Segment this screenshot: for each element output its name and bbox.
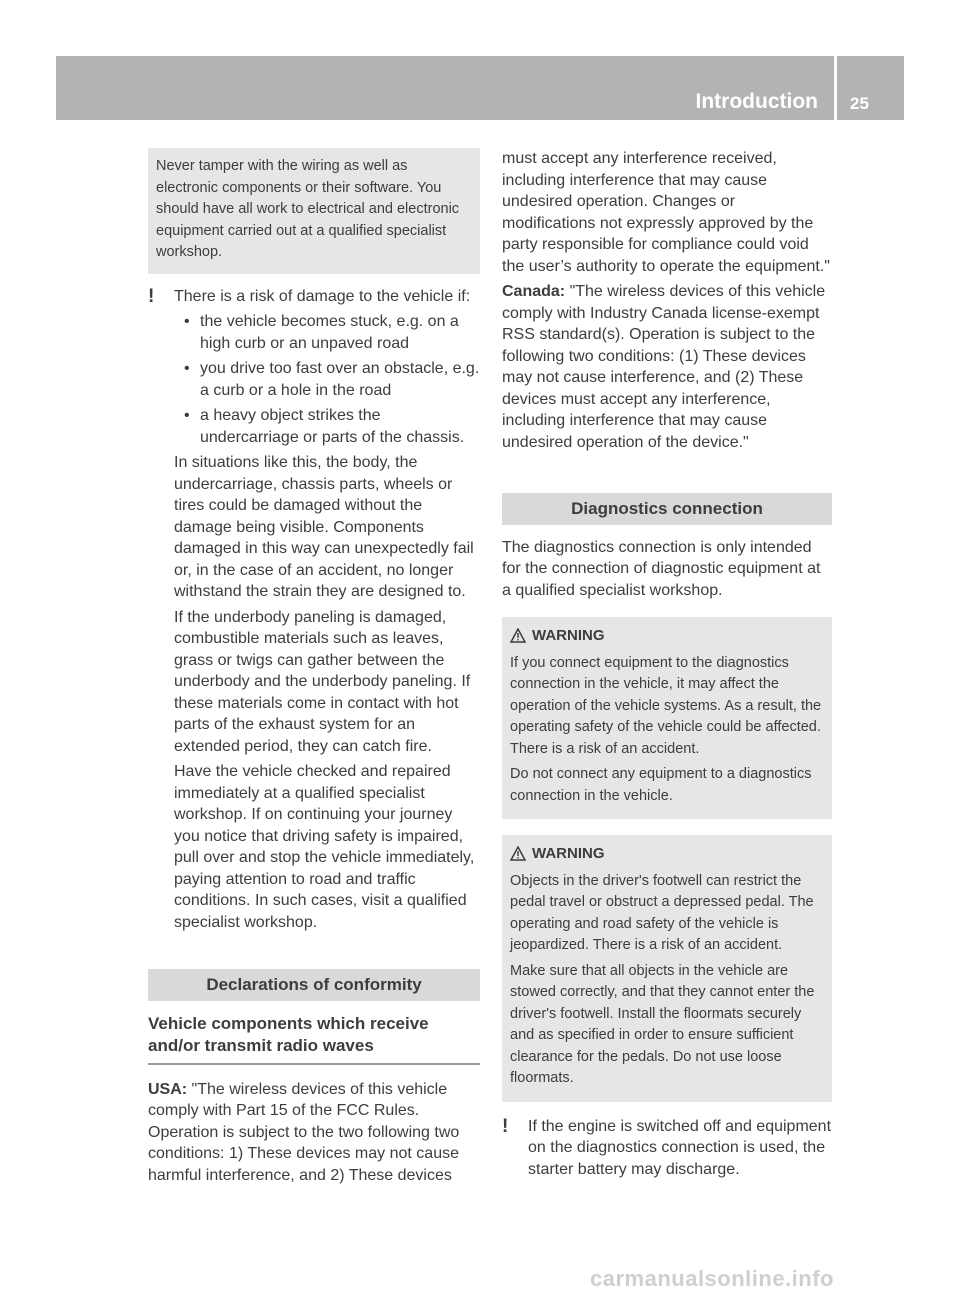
damage-bullet-list	[174, 311, 480, 448]
list-item: • you drive too fast over an obstacle, e.g. a curb or a hole in the road	[184, 360, 480, 399]
discharge-note	[502, 1116, 832, 1181]
exclamation-icon: !	[148, 285, 155, 307]
warning-text: Do not connect any equipment to a diagnostics connection in the vehicle.	[510, 766, 812, 804]
section-title-diagnostics: Diagnostics connection	[502, 493, 832, 525]
list-item: • a heavy object strikes the undercarriage or parts of the chassis.	[184, 407, 465, 446]
warning-title: WARNING	[510, 625, 824, 647]
warning-text: Objects in the driver's footwell can restrict the pedal travel or obstruct a depressed pedal. The operating and road safety of the vehicle is jeopardized. There is a risk of an accident.	[510, 872, 814, 953]
paragraph: Have the vehicle checked and repaired immediately at a qualified specialist workshop. If on continuing your journey you notice that driving safety is impaired, pull over and stop the vehicle immediately, paying attention to road and traffic conditions. In such cases, visit a qualified specialist workshop.	[174, 763, 475, 931]
bullet-icon: •	[184, 313, 190, 330]
warning-triangle-icon	[510, 846, 526, 861]
warning-text: Make sure that all objects in the vehicle are stowed correctly, and that they cannot enter the driver's footwell. Install the floormats securely and as specified in order to ensure sufficient clearance for the pedals. Do not use loose floormats.	[510, 962, 815, 1086]
usa-label: USA:	[148, 1080, 188, 1098]
warning-box-2	[502, 835, 832, 1102]
note-intro: There is a risk of damage to the vehicle if:	[174, 287, 471, 305]
canada-declaration	[502, 281, 832, 453]
bullet-icon: •	[184, 360, 190, 377]
header-divider	[834, 56, 837, 120]
caution-text: Never tamper with the wiring as well as electronic components or their software. You should have all work to electrical and electronic equipment carried out at a qualified specialist workshop.	[156, 158, 460, 260]
page-header	[56, 56, 904, 120]
usa-text: "The wireless devices of this vehicle comply with Part 15 of the FCC Rules. Operation is subject to the two following two conditions: 1) These devices may not cause harmful interference, and 2) These devices	[148, 1080, 460, 1184]
usa-declaration	[148, 1079, 480, 1187]
warning-title: WARNING	[510, 843, 824, 865]
exclamation-icon: !	[502, 1115, 509, 1137]
paragraph: If the underbody paneling is damaged, combustible materials such as leaves, grass or twigs can gather between the underbody and the underbody paneling. If these materials come in contact with hot parts of the exhaust system for an extended period, they can catch fire.	[174, 608, 471, 755]
damage-note	[148, 286, 480, 934]
page-number: 25	[850, 94, 869, 113]
canada-label: Canada:	[502, 283, 566, 300]
note-text: If the engine is switched off and equipment on the diagnostics connection is used, the starter battery may discharge.	[528, 1117, 832, 1178]
page-title: Introduction	[695, 90, 818, 113]
canada-text: "The wireless devices of this vehicle comply with Industry Canada license-exempt RSS standard(s). Operation is subject to the following two conditions: (1) These devices may not cause interference, and (2) These devices must accept any interference, including interference that may cause undesired operation of the device."	[502, 283, 826, 451]
warning-triangle-icon	[510, 628, 526, 643]
section-title-declarations: Declarations of conformity	[148, 969, 480, 1001]
usa-declaration-continued: must accept any interference received, including interference that may cause undesired operation. Changes or modifications not expressly approved by the party responsible for compliance could void the user’s authority to operate the equipment."	[502, 150, 830, 275]
paragraph: In situations like this, the body, the undercarriage, chassis parts, wheels or tires could be damaged without the damage being visible. Components damaged in this way can unexpectedly fail or, in the case of an accident, no longer withstand the strain they are designed to.	[174, 454, 474, 600]
left-column	[148, 148, 480, 1190]
caution-box	[148, 148, 480, 274]
diagnostics-text: The diagnostics connection is only intended for the connection of diagnostic equipment at a qualified specialist workshop.	[502, 538, 821, 599]
right-column	[502, 148, 832, 1184]
watermark: carmanualsonline.info	[590, 1266, 834, 1291]
subsection-title-radio: Vehicle components which receive and/or transmit radio waves	[148, 1013, 480, 1065]
list-item: • the vehicle becomes stuck, e.g. on a high curb or an unpaved road	[184, 313, 459, 352]
warning-box-1	[502, 617, 832, 819]
warning-text: If you connect equipment to the diagnostics connection in the vehicle, it may affect the operation of the vehicle systems. As a result, the operating safety of the vehicle could be affected. There is a risk of an accident.	[510, 654, 822, 757]
bullet-icon: •	[184, 407, 190, 424]
